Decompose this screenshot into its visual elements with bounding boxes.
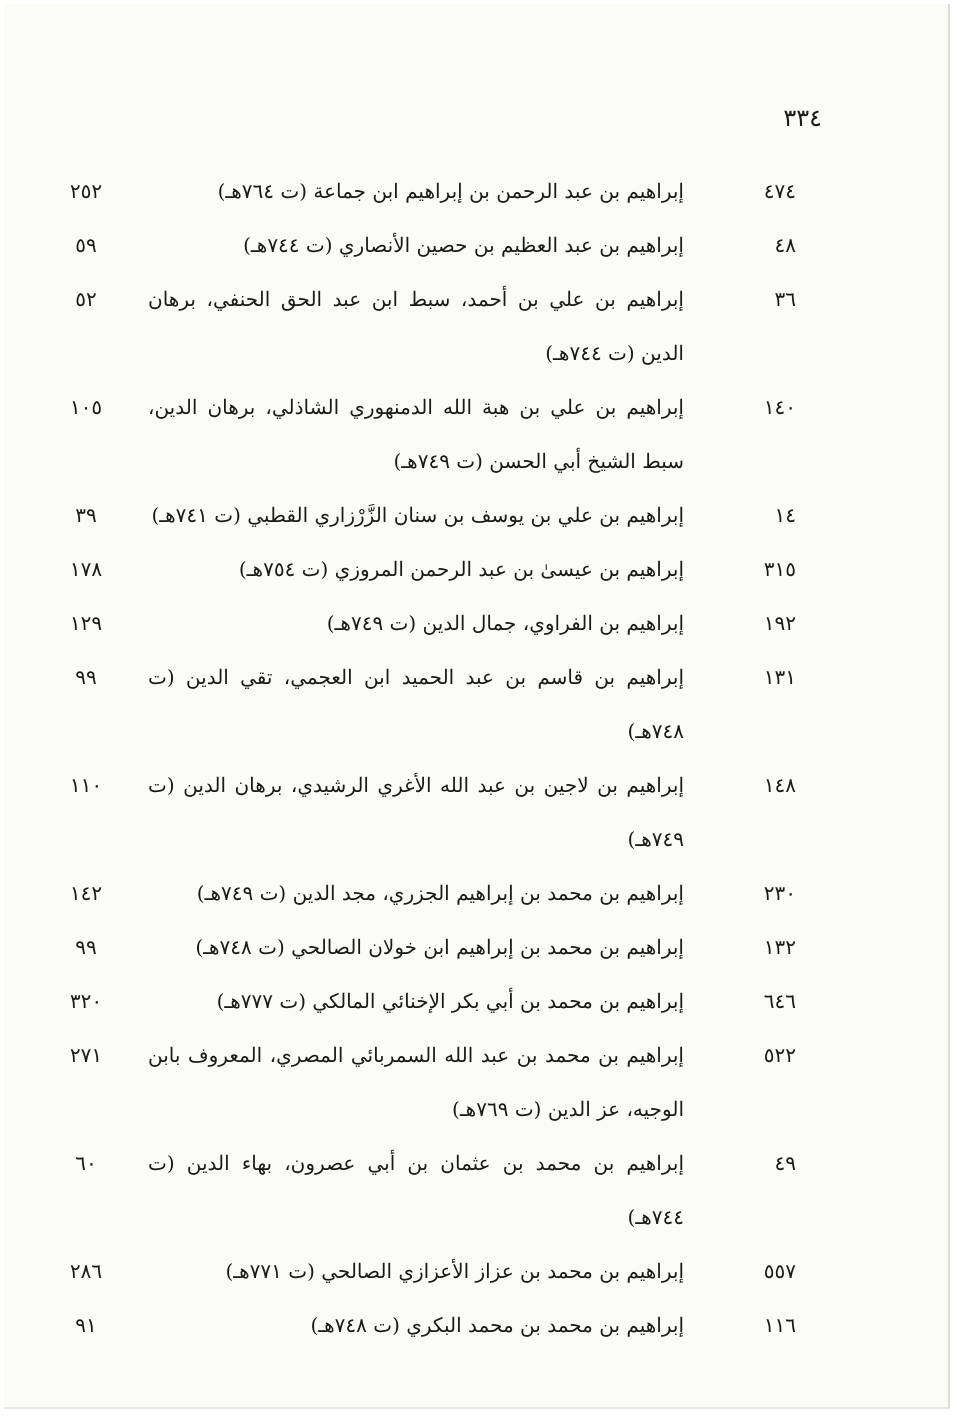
entry-name: إبراهيم بن محمد بن عثمان بن أبي عصرون، بهاء الدين (ت ٧٤٤هـ) [148, 1151, 684, 1229]
index-entry [4, 1298, 950, 1352]
entry-name: إبراهيم بن محمد بن عبد الله السمربائي المصري، المعروف بابن الوجيه، عز الدين (ت ٧٦٩هـ) [148, 1043, 684, 1121]
entry-name: إبراهيم بن الفراوي، جمال الدين (ت ٧٤٩هـ) [326, 611, 684, 635]
index-entry [4, 974, 950, 1028]
entry-page-ref: ٩٩ [75, 665, 97, 689]
page-number: ٣٣٤ [783, 104, 822, 132]
index-entry [4, 596, 950, 650]
entry-page-ref: ٢٧١ [69, 1043, 103, 1067]
entry-name: إبراهيم بن لاجين بن عبد الله الأغري الرشيدي، برهان الدين (ت ٧٤٩هـ) [148, 773, 684, 851]
entry-number: ٥٥٧ [763, 1259, 796, 1283]
index-entry [4, 272, 950, 380]
entry-page-ref: ٩٩ [75, 935, 97, 959]
entry-name: إبراهيم بن محمد بن إبراهيم ابن خولان الصالحي (ت ٧٤٨هـ) [195, 935, 684, 959]
entry-number: ١١٦ [763, 1313, 796, 1337]
entry-number: ١٤٨ [763, 773, 796, 797]
entry-name: إبراهيم بن علي بن هبة الله الدمنهوري الشاذلي، برهان الدين، سبط الشيخ أبي الحسن (ت ٧٤٩هـ) [148, 395, 684, 473]
entry-number: ٦٤٦ [763, 989, 796, 1013]
entry-number: ٢٣٠ [763, 881, 796, 905]
entry-number: ١٤ [774, 503, 796, 527]
entry-page-ref: ١٤٢ [69, 881, 103, 905]
entry-name: إبراهيم بن محمد بن محمد البكري (ت ٧٤٨هـ) [310, 1313, 684, 1337]
index-entry [4, 1136, 950, 1244]
entry-number: ٤٩ [774, 1151, 796, 1175]
entry-page-ref: ٦٠ [75, 1151, 97, 1175]
index-entry [4, 1028, 950, 1136]
index-entry [4, 218, 950, 272]
entry-page-ref: ١٠٥ [69, 395, 103, 419]
entry-number: ٣٦ [774, 287, 796, 311]
entry-page-ref: ٢٨٦ [69, 1259, 103, 1283]
entry-name: إبراهيم بن علي بن أحمد، سبط ابن عبد الحق الحنفي، برهان الدين (ت ٧٤٤هـ) [148, 287, 684, 365]
entry-number: ١٤٠ [763, 395, 796, 419]
index-entry [4, 866, 950, 920]
entry-name: إبراهيم بن عيسىٰ بن عبد الرحمن المروزي (ت ٧٥٤هـ) [238, 557, 684, 581]
entry-page-ref: ١٧٨ [69, 557, 103, 581]
entry-name: إبراهيم بن محمد بن عزاز الأعزازي الصالحي (ت ٧٧١هـ) [225, 1259, 684, 1283]
entry-number: ٤٨ [774, 233, 796, 257]
entry-name: إبراهيم بن عبد العظيم بن حصين الأنصاري (ت ٧٤٤هـ) [243, 233, 684, 257]
entry-number: ١٩٢ [763, 611, 796, 635]
index-entry [4, 650, 950, 758]
entry-name: إبراهيم بن قاسم بن عبد الحميد ابن العجمي، تقي الدين (ت ٧٤٨هـ) [148, 665, 684, 743]
index-entry [4, 488, 950, 542]
entry-name: إبراهيم بن محمد بن إبراهيم الجزري، مجد الدين (ت ٧٤٩هـ) [196, 881, 684, 905]
entry-page-ref: ٥٩ [75, 233, 97, 257]
index-entry [4, 758, 950, 866]
entry-number: ٥٢٢ [763, 1043, 796, 1067]
entry-number: ١٣١ [763, 665, 796, 689]
index-entry [4, 1244, 950, 1298]
index-entry [4, 164, 950, 218]
entry-number: ١٣٢ [763, 935, 796, 959]
entry-name: إبراهيم بن عبد الرحمن بن إبراهيم ابن جماعة (ت ٧٦٤هـ) [217, 179, 684, 203]
entry-page-ref: ٩١ [75, 1313, 97, 1337]
index-entry [4, 542, 950, 596]
entry-page-ref: ١١٠ [69, 773, 103, 797]
entry-number: ٤٧٤ [763, 179, 796, 203]
entry-name: إبراهيم بن محمد بن أبي بكر الإخنائي المالكي (ت ٧٧٧هـ) [216, 989, 684, 1013]
index-page [4, 4, 950, 1409]
entry-page-ref: ٥٢ [75, 287, 97, 311]
entry-number: ٣١٥ [763, 557, 796, 581]
name-index-list [4, 164, 950, 1352]
entry-page-ref: ٣٩ [75, 503, 97, 527]
index-entry [4, 920, 950, 974]
entry-page-ref: ٣٢٠ [69, 989, 103, 1013]
entry-page-ref: ١٢٩ [69, 611, 103, 635]
entry-name: إبراهيم بن علي بن يوسف بن سنان الزَّرْزاري القطبي (ت ٧٤١هـ) [151, 503, 684, 527]
entry-page-ref: ٢٥٢ [69, 179, 103, 203]
index-entry [4, 380, 950, 488]
